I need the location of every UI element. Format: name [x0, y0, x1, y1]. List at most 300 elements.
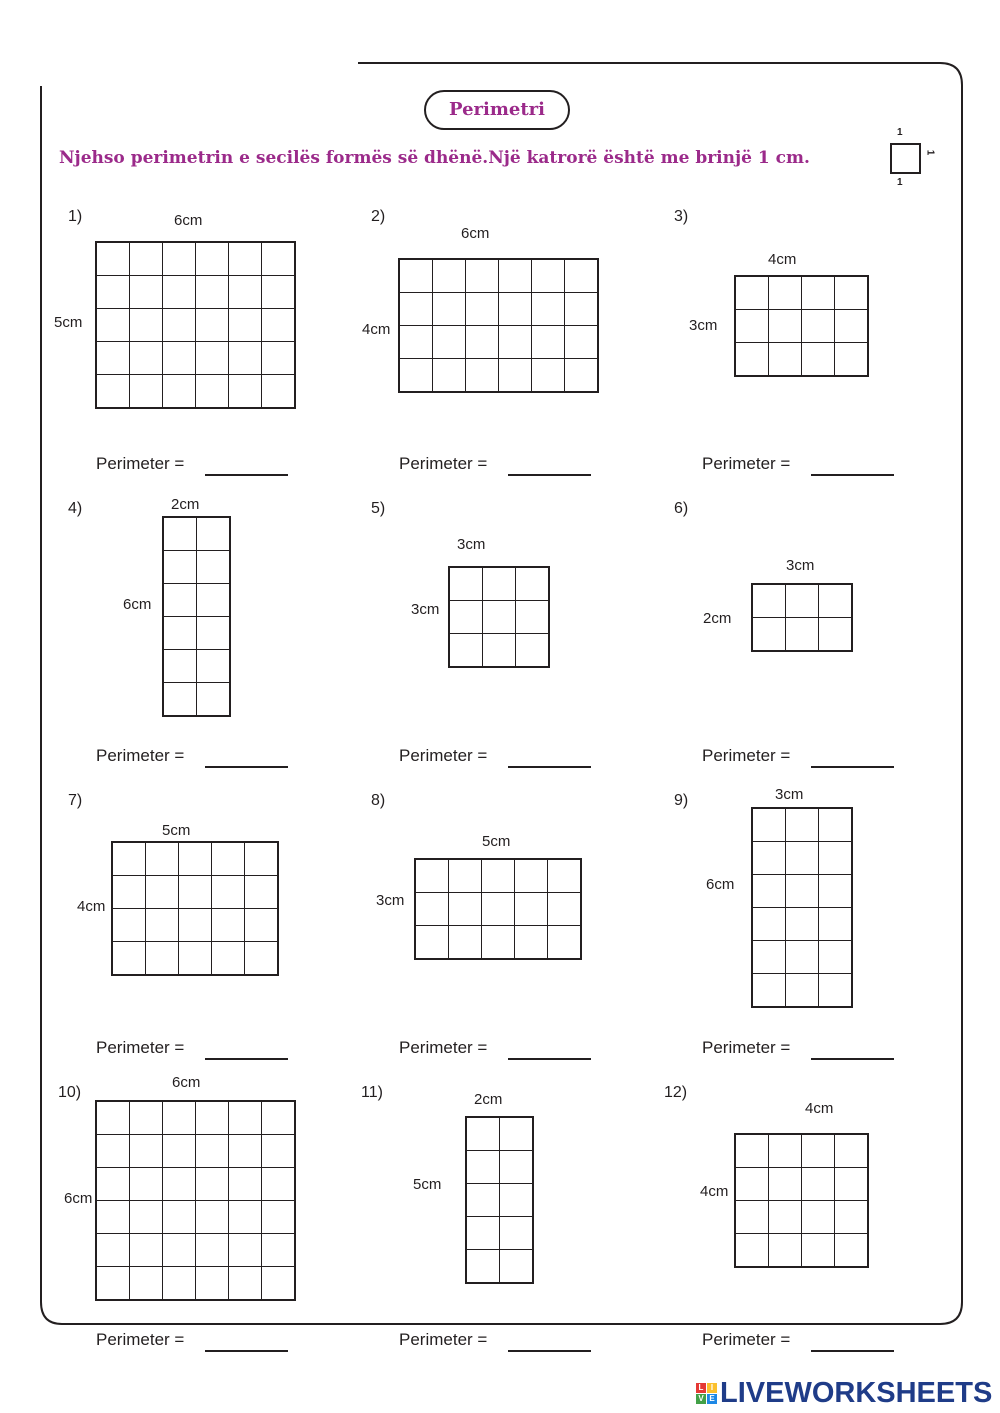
perimeter-answer-blank[interactable] — [811, 1350, 894, 1352]
grid-cell — [769, 310, 802, 343]
grid-cell — [433, 259, 466, 293]
grid-row — [96, 1168, 295, 1201]
problem-number: 3) — [674, 208, 689, 225]
height-label: 3cm — [411, 601, 440, 618]
perimeter-label: Perimeter = — [96, 1038, 185, 1057]
grid-cell — [163, 276, 196, 309]
square-grid — [751, 583, 853, 652]
grid-cell — [96, 375, 130, 409]
grid-cell — [786, 584, 819, 618]
square-grid — [414, 858, 582, 960]
grid-cell — [532, 359, 565, 393]
grid-cell — [752, 908, 786, 941]
grid-cell — [500, 1151, 534, 1184]
grid-cell — [449, 859, 482, 893]
width-label: 2cm — [171, 496, 200, 513]
grid-cell — [399, 359, 433, 393]
grid-cell — [802, 310, 835, 343]
grid-cell — [466, 359, 499, 393]
grid-cell — [483, 567, 516, 601]
width-label: 6cm — [172, 1074, 201, 1091]
grid-cell — [130, 1101, 163, 1135]
grid-cell — [482, 926, 515, 960]
grid-cell — [835, 1234, 869, 1268]
grid-cell — [197, 584, 231, 617]
grid-cell — [415, 893, 449, 926]
grid-cell — [433, 359, 466, 393]
grid-cell — [196, 1135, 229, 1168]
width-label: 3cm — [775, 786, 804, 803]
grid-row — [735, 343, 868, 377]
grid-cell — [130, 1267, 163, 1301]
grid-cell — [179, 876, 212, 909]
perimeter-answer-blank[interactable] — [205, 474, 288, 476]
grid-cell — [565, 326, 599, 359]
unit-side-label: 1 — [924, 149, 936, 156]
grid-cell — [500, 1217, 534, 1250]
grid-cell — [262, 1234, 296, 1267]
grid-cell — [399, 326, 433, 359]
grid-cell — [466, 1250, 500, 1284]
grid-cell — [146, 842, 179, 876]
grid-row — [96, 342, 295, 375]
grid-cell — [96, 1168, 130, 1201]
grid-row — [96, 1101, 295, 1135]
perimeter-label: Perimeter = — [96, 454, 185, 473]
grid-cell — [212, 909, 245, 942]
grid-row — [752, 842, 852, 875]
grid-cell — [163, 375, 196, 409]
grid-cell — [819, 908, 853, 941]
grid-row — [96, 242, 295, 276]
grid-cell — [802, 1134, 835, 1168]
grid-row — [96, 1201, 295, 1234]
grid-cell — [433, 293, 466, 326]
grid-cell — [196, 1234, 229, 1267]
grid-cell — [245, 876, 279, 909]
grid-cell — [130, 342, 163, 375]
grid-cell — [735, 310, 769, 343]
grid-cell — [163, 242, 196, 276]
grid-cell — [146, 942, 179, 976]
grid-cell — [163, 517, 197, 551]
grid-cell — [96, 342, 130, 375]
grid-cell — [532, 326, 565, 359]
grid-cell — [515, 859, 548, 893]
grid-row — [466, 1151, 533, 1184]
grid-cell — [786, 875, 819, 908]
grid-cell — [112, 909, 146, 942]
grid-cell — [96, 242, 130, 276]
grid-cell — [500, 1184, 534, 1217]
grid-cell — [245, 942, 279, 976]
grid-cell — [466, 259, 499, 293]
grid-row — [752, 974, 852, 1008]
grid-cell — [735, 1168, 769, 1201]
square-grid — [465, 1116, 534, 1284]
grid-cell — [130, 1135, 163, 1168]
grid-row — [163, 551, 230, 584]
grid-cell — [130, 1168, 163, 1201]
grid-cell — [197, 551, 231, 584]
grid-cell — [146, 876, 179, 909]
grid-cell — [548, 859, 582, 893]
liveworksheets-logo — [696, 1375, 992, 1411]
grid-row — [449, 567, 549, 601]
grid-cell — [262, 375, 296, 409]
grid-cell — [229, 1267, 262, 1301]
grid-cell — [196, 276, 229, 309]
grid-row — [163, 584, 230, 617]
width-label: 5cm — [162, 822, 191, 839]
grid-row — [415, 893, 581, 926]
grid-cell — [262, 1101, 296, 1135]
width-label: 3cm — [457, 536, 486, 553]
perimeter-answer-blank[interactable] — [205, 766, 288, 768]
perimeter-answer-blank[interactable] — [811, 1058, 894, 1060]
grid-cell — [229, 375, 262, 409]
grid-cell — [752, 842, 786, 875]
grid-cell — [835, 310, 869, 343]
unit-top-label: 1 — [897, 127, 903, 138]
grid-cell — [163, 617, 197, 650]
grid-cell — [212, 842, 245, 876]
grid-row — [112, 876, 278, 909]
problem-number: 2) — [371, 208, 386, 225]
grid-cell — [735, 1234, 769, 1268]
logo-text: LIVEWORKSHEETS — [720, 1376, 993, 1409]
grid-cell — [565, 259, 599, 293]
grid-cell — [146, 909, 179, 942]
grid-cell — [515, 926, 548, 960]
logo-letter: V — [696, 1394, 706, 1404]
grid-cell — [819, 584, 853, 618]
grid-cell — [196, 342, 229, 375]
grid-cell — [163, 1135, 196, 1168]
grid-cell — [262, 1135, 296, 1168]
grid-row — [96, 375, 295, 409]
grid-cell — [482, 859, 515, 893]
square-grid — [734, 1133, 869, 1268]
grid-cell — [197, 683, 231, 717]
grid-cell — [196, 1201, 229, 1234]
grid-row — [466, 1217, 533, 1250]
perimeter-answer-blank[interactable] — [508, 1058, 591, 1060]
grid-cell — [752, 875, 786, 908]
grid-cell — [819, 941, 853, 974]
grid-cell — [229, 342, 262, 375]
grid-row — [163, 617, 230, 650]
grid-cell — [262, 1168, 296, 1201]
perimeter-answer-blank[interactable] — [508, 766, 591, 768]
perimeter-answer-blank[interactable] — [205, 1058, 288, 1060]
grid-cell — [179, 909, 212, 942]
grid-cell — [163, 584, 197, 617]
grid-cell — [499, 359, 532, 393]
grid-row — [163, 517, 230, 551]
grid-cell — [466, 326, 499, 359]
height-label: 6cm — [123, 596, 152, 613]
grid-cell — [735, 1134, 769, 1168]
grid-cell — [769, 1134, 802, 1168]
grid-cell — [212, 942, 245, 976]
grid-row — [449, 634, 549, 668]
height-label: 4cm — [362, 321, 391, 338]
grid-row — [752, 584, 852, 618]
height-label: 6cm — [64, 1190, 93, 1207]
grid-cell — [449, 601, 483, 634]
perimeter-answer-blank[interactable] — [508, 1350, 591, 1352]
grid-cell — [835, 1134, 869, 1168]
grid-cell — [466, 1151, 500, 1184]
width-label: 2cm — [474, 1091, 503, 1108]
grid-cell — [262, 1201, 296, 1234]
grid-cell — [262, 242, 296, 276]
grid-row — [735, 310, 868, 343]
grid-cell — [483, 601, 516, 634]
perimeter-label: Perimeter = — [702, 1330, 791, 1349]
grid-cell — [786, 941, 819, 974]
grid-row — [399, 259, 598, 293]
problem-number: 8) — [371, 792, 386, 809]
grid-cell — [499, 259, 532, 293]
grid-row — [735, 1168, 868, 1201]
grid-row — [466, 1184, 533, 1217]
grid-cell — [262, 309, 296, 342]
height-label: 5cm — [413, 1176, 442, 1193]
grid-cell — [769, 343, 802, 377]
grid-cell — [565, 293, 599, 326]
grid-cell — [96, 309, 130, 342]
height-label: 6cm — [706, 876, 735, 893]
square-grid — [95, 1100, 296, 1301]
grid-row — [752, 941, 852, 974]
grid-cell — [196, 375, 229, 409]
grid-cell — [163, 1267, 196, 1301]
problem-number: 6) — [674, 500, 689, 517]
perimeter-label: Perimeter = — [96, 746, 185, 765]
instruction-text: Njehso perimetrin e secilës formës së dhënë.Një katrorë është me brinjë 1 cm. — [59, 148, 810, 168]
height-label: 5cm — [54, 314, 83, 331]
width-label: 4cm — [768, 251, 797, 268]
grid-cell — [415, 926, 449, 960]
grid-cell — [466, 1184, 500, 1217]
grid-row — [399, 359, 598, 393]
grid-cell — [466, 293, 499, 326]
perimeter-answer-blank[interactable] — [508, 474, 591, 476]
square-grid — [734, 275, 869, 377]
grid-cell — [752, 584, 786, 618]
grid-cell — [752, 808, 786, 842]
problem-number: 7) — [68, 792, 83, 809]
grid-cell — [516, 634, 550, 668]
height-label: 2cm — [703, 610, 732, 627]
grid-cell — [449, 634, 483, 668]
grid-cell — [212, 876, 245, 909]
grid-cell — [130, 1234, 163, 1267]
grid-row — [96, 1267, 295, 1301]
grid-cell — [516, 601, 550, 634]
grid-cell — [548, 926, 582, 960]
width-label: 3cm — [786, 557, 815, 574]
grid-cell — [532, 259, 565, 293]
grid-row — [752, 908, 852, 941]
grid-cell — [532, 293, 565, 326]
grid-cell — [752, 941, 786, 974]
grid-cell — [229, 276, 262, 309]
grid-row — [415, 926, 581, 960]
grid-cell — [415, 859, 449, 893]
grid-cell — [500, 1117, 534, 1151]
grid-cell — [96, 1234, 130, 1267]
grid-cell — [229, 1201, 262, 1234]
grid-cell — [130, 309, 163, 342]
logo-letter: L — [696, 1383, 706, 1393]
grid-cell — [196, 309, 229, 342]
grid-cell — [229, 242, 262, 276]
page-title-text: Perimetri — [449, 99, 545, 120]
height-label: 3cm — [689, 317, 718, 334]
grid-cell — [752, 618, 786, 652]
logo-letter: E — [707, 1394, 717, 1404]
grid-row — [112, 842, 278, 876]
grid-cell — [835, 276, 869, 310]
perimeter-answer-blank[interactable] — [205, 1350, 288, 1352]
grid-cell — [112, 842, 146, 876]
grid-cell — [229, 1168, 262, 1201]
grid-row — [163, 683, 230, 717]
logo-letter: I — [707, 1383, 717, 1393]
page-title — [424, 90, 570, 130]
grid-cell — [245, 842, 279, 876]
grid-cell — [196, 242, 229, 276]
grid-cell — [262, 1267, 296, 1301]
grid-cell — [163, 1168, 196, 1201]
grid-cell — [130, 1201, 163, 1234]
grid-cell — [516, 567, 550, 601]
grid-row — [163, 650, 230, 683]
perimeter-label: Perimeter = — [702, 1038, 791, 1057]
grid-cell — [197, 650, 231, 683]
grid-cell — [449, 567, 483, 601]
perimeter-label: Perimeter = — [399, 1330, 488, 1349]
grid-row — [466, 1117, 533, 1151]
perimeter-label: Perimeter = — [702, 746, 791, 765]
grid-row — [96, 276, 295, 309]
grid-row — [466, 1250, 533, 1284]
grid-cell — [819, 618, 853, 652]
grid-row — [96, 309, 295, 342]
perimeter-label: Perimeter = — [399, 746, 488, 765]
grid-cell — [163, 683, 197, 717]
grid-cell — [752, 974, 786, 1008]
grid-cell — [786, 974, 819, 1008]
grid-cell — [112, 876, 146, 909]
grid-cell — [197, 517, 231, 551]
grid-cell — [399, 293, 433, 326]
grid-cell — [466, 1117, 500, 1151]
grid-row — [735, 1134, 868, 1168]
grid-row — [752, 618, 852, 652]
problem-number: 9) — [674, 792, 689, 809]
grid-cell — [197, 617, 231, 650]
grid-cell — [130, 242, 163, 276]
grid-cell — [449, 926, 482, 960]
perimeter-answer-blank[interactable] — [811, 766, 894, 768]
grid-cell — [802, 276, 835, 310]
grid-cell — [466, 1217, 500, 1250]
grid-cell — [819, 974, 853, 1008]
square-grid — [95, 241, 296, 409]
grid-cell — [500, 1250, 534, 1284]
width-label: 6cm — [174, 212, 203, 229]
grid-cell — [786, 908, 819, 941]
square-grid — [111, 841, 279, 976]
grid-cell — [96, 1201, 130, 1234]
perimeter-label: Perimeter = — [399, 1038, 488, 1057]
grid-cell — [769, 1234, 802, 1268]
grid-cell — [735, 1201, 769, 1234]
grid-cell — [802, 1168, 835, 1201]
grid-cell — [196, 1101, 229, 1135]
grid-cell — [196, 1267, 229, 1301]
grid-cell — [819, 875, 853, 908]
grid-row — [112, 909, 278, 942]
grid-cell — [96, 1101, 130, 1135]
grid-cell — [96, 276, 130, 309]
grid-row — [96, 1234, 295, 1267]
grid-cell — [483, 634, 516, 668]
problem-number: 10) — [58, 1084, 82, 1101]
grid-cell — [819, 842, 853, 875]
grid-cell — [399, 259, 433, 293]
grid-cell — [433, 326, 466, 359]
grid-cell — [802, 1234, 835, 1268]
unit-bottom-label: 1 — [897, 177, 903, 188]
grid-cell — [163, 650, 197, 683]
grid-cell — [835, 343, 869, 377]
grid-cell — [112, 942, 146, 976]
grid-cell — [229, 1234, 262, 1267]
grid-cell — [835, 1201, 869, 1234]
grid-cell — [179, 942, 212, 976]
unit-square — [890, 143, 921, 174]
grid-cell — [245, 909, 279, 942]
problem-number: 12) — [664, 1084, 688, 1101]
grid-cell — [449, 893, 482, 926]
grid-cell — [565, 359, 599, 393]
grid-cell — [96, 1267, 130, 1301]
grid-cell — [786, 808, 819, 842]
grid-cell — [769, 276, 802, 310]
grid-cell — [499, 326, 532, 359]
grid-row — [112, 942, 278, 976]
perimeter-label: Perimeter = — [702, 454, 791, 473]
grid-cell — [262, 342, 296, 375]
problem-number: 1) — [68, 208, 83, 225]
grid-cell — [515, 893, 548, 926]
grid-cell — [130, 276, 163, 309]
grid-row — [399, 326, 598, 359]
perimeter-label: Perimeter = — [399, 454, 488, 473]
grid-cell — [548, 893, 582, 926]
width-label: 5cm — [482, 833, 511, 850]
problem-number: 4) — [68, 500, 83, 517]
height-label: 4cm — [77, 898, 106, 915]
grid-cell — [482, 893, 515, 926]
square-grid — [448, 566, 550, 668]
perimeter-answer-blank[interactable] — [811, 474, 894, 476]
